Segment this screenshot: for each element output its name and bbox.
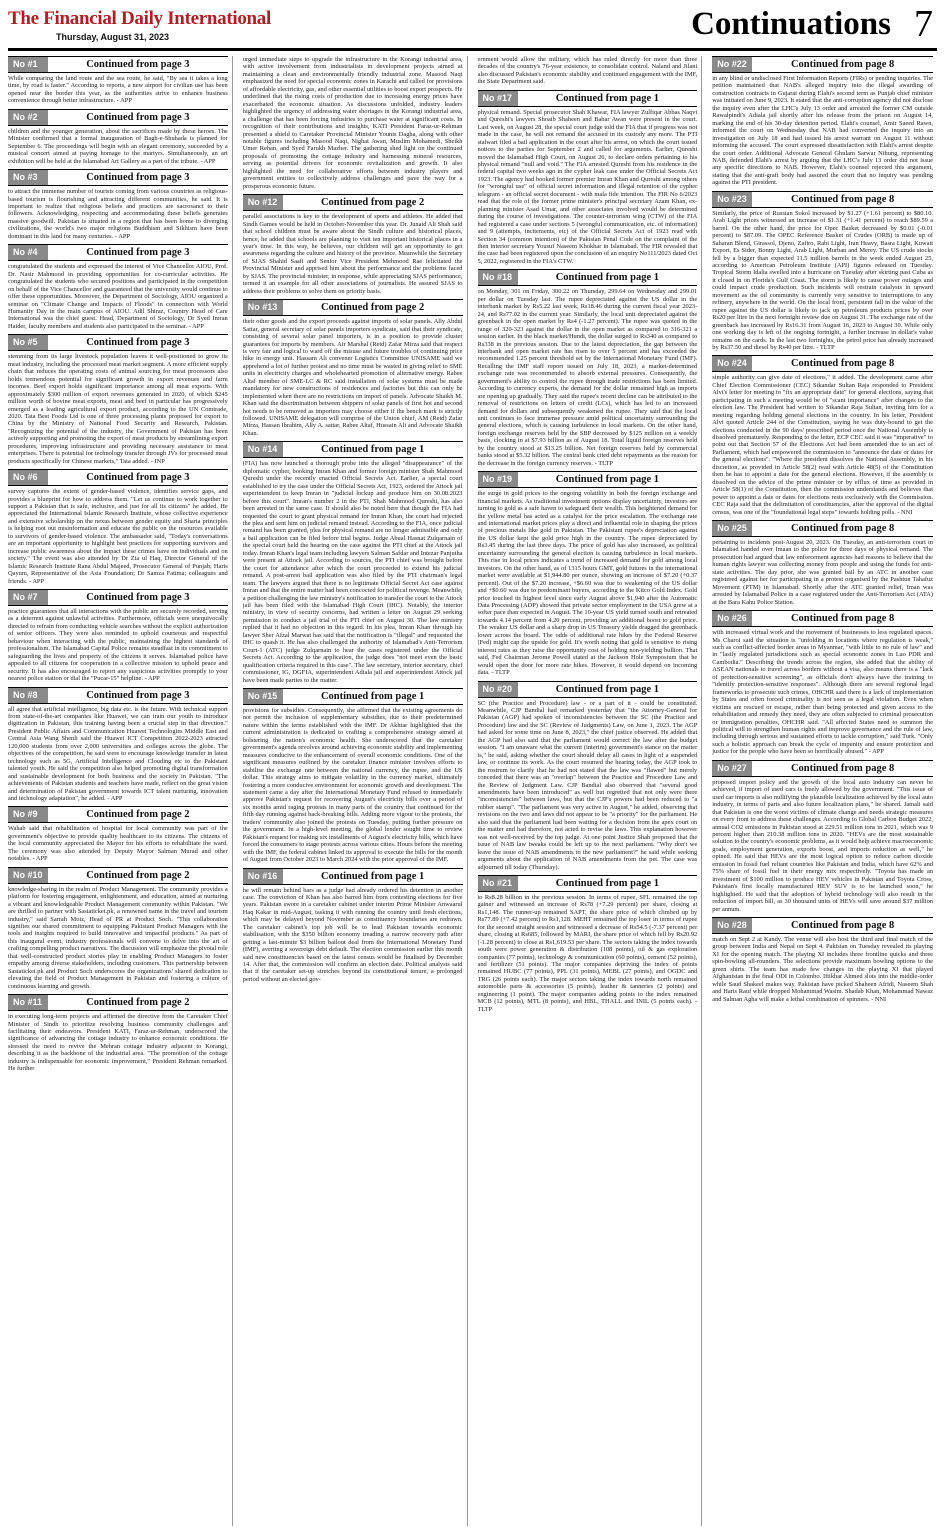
continuation-header: [478, 681, 698, 698]
continuation-header: [712, 760, 933, 777]
article-text: stemming from its large livestock population leaves it well-positioned to grow its meat industry, including the processed meat market segment. A more efficient supply chain that reduces the operating costs of animal sourcing for meat processors also holds tremendous potential for significant growth in export revenues and farm incomes. Beef export holds significant importance among all meat exports. With approximately $300 million of export revenues generated in 2020, of which $245 million worth of bovine meat exports, meat and beef in particular has progressively emerged as a leading agricultural export product, according to the UN Comtrade, 2020. Tata Best Foods Ltd is one of three processing plants proposed for export to China by the Ministry of National Food Security and Research, Pakistan. "Recognizing the potential of the industry, the Government of Pakistan has been actively supporting and promoting the export of meat products by streamlining export procedures, improving infrastructure and providing necessary assistance to meat enterprises. There is potential for technology transfer through JVs for processed meat products specifically for Chinese markets," Tata added. - INP: [8, 353, 228, 465]
continuation-block: [478, 56, 698, 86]
continuation-number: No #5: [8, 335, 48, 350]
continued-from-label: Continued from page 2: [320, 197, 425, 209]
continuation-block: [8, 56, 228, 105]
continuation-block: [8, 109, 228, 165]
article-text: survey captures the extent of gender-based violence, identifies service gaps, and provides a blueprint for how to address them. "Let us continue to work together to support a Pakistan that is safe, inclusive, and just for all its citizens" he added. He appreciated the International Islamic Research Institute, whose collective experience and extensive scholarship on the nexus between gender equity and Sharia principles is helping root out misinformation and educate the public on the resources available to survivors of gender-based violence. The ambassador said, "Today's conversations are an important opportunity to highlight best practices for supporting survivors and increase public awareness about the impact these crimes have on individuals and on society." The event was also attended by Dr Zia ul Haq, Director General of the Islamic Research Institute Rana Abdul Majeed, Prosecutor General of Punjab; Haris Qayum, Representative of the Asia Foundation; Dr Samza Fatima; colleagues and friends. - APP: [8, 488, 228, 585]
continuation-block: [243, 56, 463, 190]
continuation-number: No #22: [712, 57, 752, 72]
continuation-number: No #14: [243, 442, 283, 457]
continued-from-label: Continued from page 3: [86, 247, 190, 259]
continuation-header: [8, 806, 228, 823]
continuation-number: No #28: [712, 918, 752, 933]
continuation-number: No #26: [712, 611, 752, 626]
continuation-block: [8, 806, 228, 862]
continued-from-label: Continued from page 8: [790, 358, 895, 370]
article-text: urged immediate steps to upgrade the infrastructure in the Korangi industrial area, with active involvement from industrialists in development projects aimed at maintaining a clean and environmentally friendly industrial zone. Masood Naqi emphasized the need for special economic zones in Karachi and called for provisions of affordable electricity, gas, and other essential utilities to boost export prospects. He underlined that the rising costs of production due to increasing energy prices have exacerbated the economic situation. As discussions unfolded, industry leaders highlighted the urgency of addressing water shortages in the Korangi industrial area, a challenge that has been forcing industries to purchase water at significant costs. In recognition of their contributions and insights, KATI President Faraz-ur-Rehman presented a shield to Caretaker Provincial Minister Younis Dagha, along with other notable figures including Masood Naqi, Nighat Awan, Muslim Mohamedi, Sheikh Umer Rehan, and Syed Farukh Mazher. The gathering shed light on the continued proposals of promoting the cottage industry and harnessing mineral resources, serving as potential drivers for economic revitalization and growth. It also highlighted the need for collaborative efforts between industry players and government entities to collectively address challenges and pave the way for a prosperous economic future.: [242, 56, 463, 190]
continuation-block: [712, 520, 933, 606]
continued-from-label: Continued from page 3: [86, 59, 190, 70]
article-text: children and the younger generation, about the sacrifices made by these heroes. The Minister confirmed that a formal inauguration of Bagh-e-Shuhada is planned for September 6. The proceedings will begin with an elegant ceremony, succeeded by a musical concert aimed at paying homage to the martyrs. Simultaneously, an art exhibition will be held at the Islamabad Art Gallery as a part of the tribute. - APP: [8, 127, 228, 165]
continuation-block: [712, 355, 933, 516]
continuation-number: No #19: [478, 472, 518, 487]
continued-from-label: Continued from page 1: [555, 92, 660, 104]
continuation-header: [8, 56, 228, 73]
continuation-block: [8, 469, 228, 585]
article-text: Similarly, the price of Russian Sokol increased by $1.27 (+1.61 percent) to $80.10. Arab Light prices witnessed an increase of $1.31 (+1.41 percent) to reach $89.59 a barrel. On the other hand, the price for Opec Basket decreased by $0.01 (-0.01 percent) to $87.09. The OPEC Reference Basket of Crudes (ORB) is made up of Saharan Blend, Girassol, Djeno, Zafiro, Rabi Light, Iran Heavy, Basra Light, Kuwait Export, Es Sider, Bonny Light, Arab Light, Murban and Merey. The US crude stocks fell by a bigger than expected 11.5 million barrels in the week ended August 25, according to American Petroleum Institute (API) figures released on Tuesday. Tropical Storm Idalia swelled into a hurricane on Tuesday after skirting past Cuba as it closed in on Florida's Gulf Coast. The storm is likely to cause power outages and could impact crude production. Such incidents will restrain catalysts in upward movement as the oil community is currently very sensitive to interruptions to any refinery, anywhere in the world. On the local front, persistent fall in the value of the rupee against the US dollar is likely to jack up petroleum products prices by over Rs20 per litre in the next fortnight review due on August 31. The exchange rate of the greenback has increased by Rs16.31 from August 16, 2023 to August 30. While only one working day is left of the ongoing fortnight, a further increase in dollar's value remains on the cards. In the last two fortnights, the petrol price has already increased by Rs37.50 and diesel by Rs40 per litre. - TLTP: [712, 209, 933, 351]
continuation-header: [478, 471, 698, 488]
column-2: [243, 56, 468, 1526]
continuation-block: [478, 471, 698, 676]
continuation-number: No #18: [478, 270, 518, 285]
continued-from-label: Continued from page 3: [86, 689, 190, 701]
continuation-number: No #10: [8, 868, 48, 883]
continuation-number: No #12: [243, 195, 283, 210]
column-4: [712, 56, 937, 1526]
continuation-header: [8, 334, 228, 351]
continued-from-label: Continued from page 3: [86, 172, 190, 184]
continuation-number: No #11: [8, 995, 48, 1010]
continuation-block: [243, 868, 463, 984]
continued-from-label: Continued from page 2: [320, 302, 425, 314]
article-text: While comparing the land route and the sea route, he said, "By sea it takes a long time, by road is faster." According to reports, a new airport for civilian use has been opened near the border this year, as the authorities strive to enhance business convenience through better infrastructure. - APP: [8, 75, 228, 105]
continuation-number: No #21: [478, 876, 518, 891]
masthead: [8, 3, 937, 46]
continued-from-label: Continued from page 1: [320, 444, 425, 456]
continuation-number: No #4: [8, 245, 48, 260]
article-text: physical remand. Special prosecutor Shah Khawar, FIA lawyer Zulfiqar Abbas Naqvi and Qureshi's lawyers Shoaib Shaheen and Babar Awan were present in the court. Last week, on August 28, the special court judge told the FIA that if progress was not made in the case, he will not remand the accused in its custody any more. The PTI stalwart filed a bail application in the court after his arrest, on which the court issued notices to the parties for September 2 and called for arguments. Earlier, Qureshi moved the Islamabad High Court, on August 26, to declare orders pertaining to his physical remand "null and void." The FIA arrested Qureshi from his residence in the federal capital two weeks ago in the cypher leak case under the Official Secrets Act 1923. The agency had booked former premier Imran Khan and Qureshi among others for "wrongful use" of official secret information and illegal retention of the cypher telegram - an official secret document - with mala fide intention. The FIR No 6/2023 read that the role of the former prime minister's principal secretary Azam Khan, ex-planning minister Asad Umar, and other associates involved would be determined during the course of investigations. The counter-terrorism wing (CTW) of the FIA had registered a case under sections 5 (wrongful communication, etc. of information) and 9 (attempts, incitements, etc) of the Official Secrets Act of 1923 read with Section 34 (common intention) of the Pakistan Penal Code on the complaint of the then interior secretary Yousuf Naseem Khokhar in Islamabad. The FIR revealed that the case had been registered upon the conclusion of an enquiry No111/2023 dated Oct 5, 2022, registered in the FIA's CTW.: [477, 108, 698, 265]
column-1: [8, 56, 233, 1526]
masthead-rule: [8, 48, 937, 51]
page-number: 7: [914, 3, 933, 45]
continuation-header: [243, 688, 463, 705]
continuation-block: [8, 169, 228, 240]
continuation-header: [8, 687, 228, 704]
continuation-block: [712, 56, 933, 187]
continuation-block: [712, 610, 933, 756]
continued-from-label: Continued from page 8: [790, 523, 895, 535]
article-text: SC (the Practice and Procedure) law - or a part of it - could be constituted. Meanwhile, CJP Bandial had remarked yesterday that "the Attorney-General for Pakistan (AGP) had spoken of inconsistencies between the SC (the Practice and Procedure) law and the SC (Review of Judgments) Law, on June 1, 2023. The AGP had asked for some time on June 8, 2023," the chief justice observed. He added that the AGP had also said that the parliament would correct the law after the budget session. "I am unaware what the current (interim) government's stance on the matter is," he said, asking whether the court should delay all cases in light of a suspended law, or continue its work. As the court resumed the hearing today, the AGP took to the rostrum to clarify that he had not stated that the law was "flawed" but merely conceded that there was an "overlap" between the Practice and Procedure Law and the Review of Judgment Law. CJP Bandial also observed that "several good amendments have been introduced" as well but regretted that not only were there "inconsistencies" between laws, but that the CJP's powers had been reduced to "a rubber stamp". "The parliament was very active in August," he added, observing that revisions on the two and laws did not appear to be "a priority" for the parliament. He also said that the parliament had been waiting for a decision from the apex court on the matter and had therefore, not acted to revise the laws. This explanation however was not well-received by the top judge. At one point Justice Shah proposed that the issue of NAB law tweaks could be left up to the next parliament. "Why don't we leave the issue of NAB amendments to the new parliament?" he said while seeking arguments about the application of NAB amendments from the pet. The case was adjourned till today (Thursday).: [477, 699, 698, 871]
article-text: Wahab said that rehabilitation of hospital for local community was part of the government's objective to provide quality healthcare to its citizens. The citizens of the local community appreciated the Mayor for his efforts to rehabilitate the ward. The ceremony was also attended by Deputy Mayor Salman Murad and other notables. - APP: [8, 825, 228, 863]
continuation-block: [8, 244, 228, 330]
continuation-block: [478, 269, 698, 467]
article-text: practice guarantees that all interactions with the public are securely recorded, serving as a deterrent against unlawful activities. Furthermore, officials were unequivocally directed to refrain from conducting vehicle searches without the explicit authorization of senior officers. They were also reminded to uphold courteous and respectful behaviour when interacting with the public, maintaining the highest standards of professionalism. The Islamabad Capital Police remains steadfast in its commitment to safeguarding the lives and property of the citizens it serves. Islamabad police have appealed to all citizens for cooperation in a collective mission to uphold peace and security. It has also encouraged to report any suspicious activities promptly to your nearest police station or dial the "Pucar-15" helpline. - APP: [8, 608, 228, 683]
continuation-number: No #16: [243, 869, 283, 884]
continuation-header: [478, 269, 698, 286]
continued-from-label: Continued from page 2: [86, 869, 190, 881]
continuation-number: No #15: [243, 689, 283, 704]
continuation-header: [712, 355, 933, 372]
continuation-block: [243, 194, 463, 295]
continued-from-label: Continued from page 2: [86, 809, 190, 821]
continuation-number: No #7: [8, 590, 48, 605]
continuation-number: No #9: [8, 807, 48, 822]
article-columns: [8, 56, 937, 1526]
issue-date: Thursday, August 31, 2023: [56, 32, 170, 42]
continuation-header: [243, 868, 463, 885]
article-text: parallel associations is key to the development of sports and athletes. He added that Sindh Games would be held in October-November this year. Dr. Junaid Ali Shah said that school children must be aware about the Sindh culture and historical places, hence, he added that schools are planning to visit ten important historical places in a year's time. In this way, he believes, our children will get an opportunity to get awareness regarding the culture and history of the province. Meanwhile the Secretary of SJAS Shahid Saafi and Senior Vice President Mehmood Rae felicitated the Provincial Minister and apprised him about the performance and the problems faced by SJAS. The provincial minister, in response, while appreciating SJAS performance, termed it an example for all other associations of journalists. He assured SJAS to address their problems to solve them on priority basis.: [242, 213, 463, 295]
article-text: with increased virtual work and the movement of businesses to less regulated spaces. Ms Charoi said the situation is "unfolding in locations where regulation is weak," such as conflict-affected border areas in Myanmar, "with little to no rule of law" and in "lastly regulated jurisdictions such as special economic zones in Lao PDR and Cambodia." Describing the trends across the region, she added that the ability of ASEAN nationals to travel across borders without a visa, also means there is a "lack of protection-sensitive screening", as officials don't always have the training to "identify protection-sensitive responses". Although there are several regional legal frameworks to prosecute such crimes, OHCHR said there is a lack of implementation by States and often forced criminality is not seen as a legal violation. Even when victims are rescued or escape, rather than being protected and given access to the rehabilitation and remedy they need, they are often subjected to criminal prosecution or immigration penalties, OHCHR said. "All affected States need to summon the political will to strengthen human rights and improve governance and the rule of law, including through serious and sustained efforts to tackle corruption," said Turk. "Only such a holistic approach can break the cycle of impunity and ensure protection and justice for the people who have been so horrifically abused." - APP: [712, 629, 933, 756]
article-text: match on Sept 2 at Kandy. The venue will also host the third and final match of the group between India and Nepal on Sept 4. Pakistan on Tuesday revealed its playing XI for the opening match. The playing XI includes three frontline quicks and three spin-bowling all-rounders. The selections provide maximum bowling options to the green shirts. The team has made few changes in the playing XI that played Afghanistan in the final ODI in Colombo. Iftikhar Ahmed slots into the middle-order while Saud Shakeel makes way. Pakistan have picked Shaheen Afridi, Naseem Shah and Haris Rauf while dropped Mohammad Wasim. Shadab Khan, Mohammad Nawaz and Salman Agha will make a lethal combination of spinners. - NNI: [712, 935, 933, 1003]
continuation-block: [243, 299, 463, 437]
continued-from-label: Continued from page 1: [555, 272, 660, 284]
continuation-number: No #3: [8, 170, 48, 185]
column-3: [478, 56, 703, 1526]
continued-from-label: Continued from page 8: [790, 193, 895, 205]
continuation-header: [478, 90, 698, 107]
article-text: to attract the immense number of tourists coming from various countries as religious-based tourism is flourishing and attracting different communities, he said. It is important to realize that religious beliefs and practices are sacrosanct to their followers. Acknowledging, respecting and accommodating these beliefs generates massive goodwill. Pakistan is situated in a region that has been home to diverging civilizations, the world's two major religions Buddhism and Sikhism have been dominant in this land for many centuries. - APP: [8, 188, 228, 240]
continuation-number: No #17: [478, 91, 518, 106]
continuation-header: [712, 191, 933, 208]
continued-from-label: Continued from page 8: [790, 919, 895, 931]
article-text: in executing long-term projects and affirmed the directive from the Caretaker Chief Minister of Sindh to prioritize resolving business community challenges and facilitating their endeavors. President KATI, Faraz-ur-Rehman, underscored the significance of advancing the cottage industry to enhance economic conditions. He stressed the need to revive the Mehran cottage industry adjacent to Korangi, describing it as the backbone of the industrial area. "The promotion of the cottage industry is indispensable for economic improvement," President Rehman remarked. He further: [8, 1013, 228, 1073]
continuation-block: [8, 687, 228, 803]
continued-from-label: Continued from page 1: [555, 683, 660, 695]
article-text: he will remain behind bars as a judge had already ordered his detention in another case. The conviction of Khan has also barred him from contesting elections for five years. Pakistan swore in a caretaker cabinet under interim Prime Minister Anwaarul Haq Kakar in mid-August, tasking it with running the country until fresh elections, which may be delayed beyond November as constituency boundaries are redrawn. The caretaker cabinet's top job will be to lead Pakistan towards economic stabilisation, with the $350 billion economy treading a narrow recovery path after getting a last-minute $3 billion bailout deal from the International Monetary Fund (IMF), averting a sovereign debt default. The election commission earlier this month said new constituencies based on the latest census would be finalised by December 14. After that, the commission will confirm an election date. Political analysts said that if the caretaker set-up stretches beyond its constitutional tenure, a prolonged period without an elected gov-: [242, 886, 463, 983]
section-title: Continuations: [691, 6, 891, 42]
article-text: to Rs8.28 billion in the previous session. In terms of rupee, SFL remained the top gainer and witnessed an increase of Rs78 (+7.29 percent) per share, closing at Rs1,148. The runner-up remained SAPT, the share price of which climbed up by Rs77.89 (+7.42 percent) to Rs1,128. MEHT remained the top loser in terms of rupee for the second straight session and witnessed a decrease of Rs54.5 (-7.37 percent) per share, closing at Rs685, followed by MARI, the share price of which fell by Rs20.92 (-1.28 percent) to close at Rs1,619.53 per share. The sectors taking the index towards south were power generation & distribution (108 points), oil & gas exploration companies (77 points), technology & communication (60 points), cement (52 points), and fertilizer (51 points). The major companies depriving the index of points remained HUBC (77 points), PPL (31 points), MEBL (27 points), and OGDC and TRG (26 points each). The major sectors taking the index towards north remained automobile parts & accessories (5 points), leather & tanneries (2 points) and engineering (1 point). The major companies adding points to the index remained MCB (12 points), MTL (8 points), and HBL, THALL and INIL (5 points each). - TLTP: [477, 893, 698, 1013]
continued-from-label: Continued from page 3: [86, 592, 190, 604]
continued-from-label: Continued from page 3: [86, 472, 190, 484]
article-text: knowledge-sharing in the realm of Product Management. The community provides a platform for fostering engagement, enlightenment, and education, aimed at nurturing a vibrant and knowledgeable Product Management community within Pakistan. "We are thrilled to partner with Sastaticket.pk, a renowned name in the travel and tourism industry," said Sarrah Moiz, Head of PR at Product Soch. "This collaboration signifies our shared commitment to equipping Pakistani Product Managers with the tools and insights required to build innovative and impactful products." As part of this inaugural event, industry professionals will convene to delve into the art of crafting compelling product narratives. The discussion will emphasize the pivotal role that well-constructed product stories play in enabling Product Managers to foster empathy among diverse stakeholders, including customers. This partnership between Sastaticket.pk and Product Soch underscores the organizations' shared dedication to elevating the field of Product Management in Pakistan and fostering a culture of continuous learning and growth.: [8, 885, 228, 990]
article-text: simple authority can give date of elections," it added. The development came after Chief Election Commissioner (CEC) Sikandar Sultan Raja responded to President Alvi's letter for meeting to "fix an appropriate date" for general elections, saying that participating in such a meeting would be of "scant importance" after changes to the election law. The President had written to Sikandar Raja Sultan, inviting him for a meeting regarding holding general elections in the country. In his letter, President Alvi quoted Article 244 of the Constitution, saying he was duty-bound to get the elections conducted in the 90 days' prescribed period once the National Assembly is dissolved prematurely. Responding to the letter, ECP CEC said it was "imperative" to point out that Section 57 of the Elections Act had been amended due to an act of Parliament, which had empowered the commission to "announce the date or dates for the general elections". "Where the president dissolves the National Assembly, in his discretion, as provided in Article 58(2) read with Article 48(5) of the Constitution then he has to appoint a date for the general elections. However, if the assembly is dissolved on the advice of the prime minister or by efflux of time as provided in Article 58(1) of the Constitution, then the commission understands and believes that power to appoint a date or dates for elections rests exclusively with the Commission. CEC Raja said that the delimitation of constituencies, after the approval of the digital census, was one of the "foundational legal steps" towards holding polls. - NNI: [712, 374, 933, 516]
article-text: (FIA) has now launched a thorough probe into the alleged "disappearance" of the diplomatic cypher, booking Imran Khan and former foreign minister Shah Mahmood Qureshi under the recently enacted Official Secrets Act. Earlier, a special court established to try the case under the Official Secrets Act, 1923, ordered the Attock jail superintendent to keep Imran in "judicial lockup and produce him on 30.08.2023 before this court". Imran's number 2 in the PTI, Shah Mahmood Qureshi, has also been arrested in the same case. It should also be noted here that though the FIA had requested the court to grant physical remand for Imran Khan, the court had rejected the plea and sent him on judicial remand instead. According to the FIA, once judicial remand has been granted, plea for physical remand are no longer admissible and only a bail application can be filed before trial begins. Judge Abual Hasnat Zulqarnain of the special court held the hearing on the case against the PTI chief at the Attock jail today. Imran Khan's legal team including lawyers Salman Safdar and Intezar Panjutha were present at Attock jail. According to sources, the PTI chief was brought before the court for attendance after which the court proceeded to extend his judicial remand. A post-arrest bail application was also filed by the PTI chairman's legal team. The lawyers argued that there is no legitimate Official Secret Act case against Imran and that the entire matter had been concocted for political revenge. Meanwhile, a petition challenging the law ministry's notification to transfer the court to the Attock jail has been filed with the Islamabad High Court (IHC). Notably, the interior ministry, in view of security concerns, had written a letter on August 29 seeking permission to conduct a jail trial of the PTI chief on August 30. The law ministry replied that it had no objection in this regard. In his plea, Imran Khan through his lawyer Sher Afzal Marwat has said that the notification is "illegal" and requested the IHC to quash it. He has also challenged the authority of Islamabad's Anti-Terrorism Court-1 (ATC) judge Zulqarnain to hear the cases registered under the Official Secrets Act. According to the application, the judge does "not meet even the basic qualification criteria required in this case". The law secretary, interior secretary, chief commissioner, IG, DGFIA, superintendent Adiala jail and superintendent Attock jail have been made parties to the matter.: [242, 460, 463, 684]
continued-from-label: Continued from page 1: [320, 690, 425, 702]
continuation-header: [243, 194, 463, 211]
continuation-header: [8, 867, 228, 884]
continuation-number: No #13: [243, 300, 283, 315]
continuation-number: No #6: [8, 470, 48, 485]
continuation-header: [8, 169, 228, 186]
continuation-block: [712, 760, 933, 913]
continuation-number: No #23: [712, 192, 752, 207]
continuation-header: [243, 441, 463, 458]
continuation-block: [478, 875, 698, 1013]
continuation-block: [8, 334, 228, 465]
continuation-header: [8, 589, 228, 606]
article-text: on Monday, 301 on Friday, 300.22 on Thursday, 299.64 on Wednesday and 299.01 per dollar on Tuesday last. The rupee depreciated against the US dollar in the interbank market by Rs5.22 last week, Rs18.46 during the current fiscal year 2023-24, and Rs77.02 in the current year. Similarly, the local unit depreciated against the greenback in the open market by Rs4 (-1.27 percent). The rupee was quoted in the range of 320-323 against the dollar in the open market as compared to 316-321 a session earlier. In the black market/Hundi, the dollar surged to Rs340 as compared to Rs338 in the previous session. Due to the latest depreciation, the gap between the interbank and open market rate has risen to over 5 percent and has exceeded the recommended 1.25 percent threshold set by the International Monetary Fund (IMF). Recalling the IMF staff report issued on July 18, 2023, a market-determined exchange rate was recommended to absorb external pressures. Consequently, the government's ability to control the rupee through trade restrictions has been limited. According to currency experts, the demand for the dollar remained high as imports are opening up gradually. They said the rupee's recent decline can be attributed to the removal of restrictions on letters of credit (LCs), which has led to an increased demand for dollars and subsequently weakened the rupee. They said that the local unit continues to face immense pressure amid political uncertainty surrounding the general elections, which is causing turbulence in local markets. On the other hand, foreign exchange reserves held by the SBP decreased by $125 million on a weekly basis, clocking in at $7.93 billion as of August 18. Total liquid foreign reserves held by the country stood at $13.25 billion. Net foreign reserves held by commercial banks stood at $5.32 billion. The central bank cited debt repayments as the reason for the decrease in the foreign currency reserves. - TLTP: [477, 288, 698, 467]
continued-from-label: Continued from page 3: [86, 111, 190, 123]
continued-from-label: Continued from page 2: [86, 997, 190, 1009]
continuation-number: No #24: [712, 356, 752, 371]
continuation-number: No #20: [478, 682, 518, 697]
continued-from-label: Continued from page 8: [790, 613, 895, 625]
continuation-header: [712, 520, 933, 537]
continuation-number: No #25: [712, 521, 752, 536]
continuation-header: [8, 244, 228, 261]
continuation-number: No #27: [712, 761, 752, 776]
article-text: pertaining to incidents post-August 20, 2023. On Tuesday, an anti-terrorism court in Islamabad handed over Imaan to the police for three days of physical remand. The prosecution had argued that law enforcement agencies had reasons to believe that the human rights lawyer was collecting money from people and using the funds for anti-state activities. The day prior, she was granted bail by an ATC in another case registered against her for participating in a protest organised by the Pashtun Tahafuz Movement (PTM) in Islamabad. Shortly after the ATC granted relief, Iman was arrested by Islamabad Police in a case registered under the Anti-Terrorism Act (ATA) at the Bara Kahu Police Station.: [712, 539, 933, 606]
continuation-header: [8, 109, 228, 126]
continuation-block: [8, 589, 228, 683]
continuation-block: [8, 994, 228, 1073]
paper-name: The Financial Daily International: [8, 8, 271, 29]
article-text: congratulated the students and expressed the interest of Vice Chancellor AIOU, Prof. Dr. Nasir Mahmood in providing opportunities for co-curricular activities. He congratulated the students who secured positions and participated in the competition on behalf of the Vice Chancellor and guaranteed that the university would continue to offer these opportunities. Moreover, the Department of Sociology, AIOU organized a seminar on "Climate Change and Impacts of Floods" in connection with World Humanity Day in the main campus of AIOU. Adil Shiraz, Country Head of Care International was the chief guest. Head, Department of Sociology, Dr Syed Imran Haider, faculty members and students also participated in the seminar. - APP: [8, 263, 228, 330]
continuation-block: [478, 681, 698, 871]
continuation-block: [243, 688, 463, 864]
article-text: all agree that artificial intelligence, big data etc. is the future. With technical support from state-of-the-art companies like Huawei, we can train our youth to introduce digitization in Pakistan, this training having been a crucial step in that direction." President Public Affairs and Communication Huawei Technologies Middle East and Central Asia Wang Shenli said the Huawei ICT Competition 2022-2023 attracted 120,000 students from over 2,000 universities and colleges across the globe. The objectives of the competition, he said were to encourage knowledge transfer in latest technology such as 5G, Artificial Intelligence and Clouding etc to the Pakistani talented youth. He said the competition also helped promoting digital transformation and sustainable development for both business and the society in Pakistan. "The achievements of Pakistan students and teachers have made, reflect on the great vision and determination of Pakistan government towards ICT talent nurturing, innovation and technology adaptation", he added. - APP: [8, 705, 228, 802]
continuation-header: [712, 56, 933, 73]
continuation-header: [8, 469, 228, 486]
article-text: provisions for subsidies. Consequently, she affirmed that the existing agreements do not permit the inclusion of supplementary subsidies, due to their predetermined nature within the terms established with the IMF. Dr Akhtar highlighted that the current administration is dedicated to crafting a comprehensive strategy aimed at bolstering the nation's economic health. She underscored that the caretaker government's agenda revolves around achieving economic stability and implementing measures conducive to the enhancement of overall economic conditions. One of the significant measures outlined by the caretaker finance minister involves efforts to stabilise the exchange rate between the national currency, the rupee, and the US dollar. This strategy aims to mitigate volatility in the currency market, ultimately fostering a more conducive environment for economic growth and development. The statement came a day after the International Monetary Fund refused to immediately approve Pakistan's request for recovering August's electricity bills over a period of six months amid raging protests in many parts of the country that continued for the fifth day running against back-breaking bills. Adding more vigour to the protests, the traders' community also joined the protests on Tuesday, putting further pressure on the government. In a high-level meeting, the global lender sought time to review Pakistan's request for making six installments of August's electricity bills, which have forced the consumers to stage protests across various cities. Hours before the meeting with the IMF, the federal cabinet linked its approval to execute the bills for the month of August from October 2023 to March 2024 with the prior approval of the IMF.: [242, 706, 463, 864]
continuation-header: [712, 610, 933, 627]
continued-from-label: Continued from page 1: [320, 870, 425, 882]
continuation-number: No #2: [8, 110, 48, 125]
continued-from-label: Continued from page 1: [555, 877, 660, 889]
continuation-header: [478, 875, 698, 892]
continuation-number: No #1: [8, 57, 48, 72]
continuation-block: [243, 441, 463, 684]
continued-from-label: Continued from page 3: [86, 337, 190, 349]
continuation-block: [8, 867, 228, 990]
continued-from-label: Continued from page 8: [790, 762, 895, 774]
continuation-header: [712, 917, 933, 934]
continued-from-label: Continued from page 8: [790, 59, 895, 70]
article-text: proposed import policy and the growth of the local auto industry can never be achieved, if import of used cars is freely allowed by the government. "This issue of used car imports is also nullifying the plausible localization achieved by the local auto industry, in terms of parts and also future localization plans," he shared. Jamali said that Pakistan is one the worst victims of climate change and needs strategic measures on every front to address these challenges. According to Global Carbon Budget 2022, annual CO2 emissions in Pakistan stood at 229.51 million tons in 2021, which was 9 percent higher than 210.38 million tons in 2020. "HEVs are the most sustainable solution to the country's economic problems, as it would help achieve macroeconomic goals, employment generation, exports boost, and imports reduction as well," he opined. He said that HEVs are the most logical option to reduce carbon dioxide emission in fossil fuel reliant countries like Pakistan and India, which have 62% and 75% share of fossil fuel in their energy mix respectively. "Toyota has made an investment of $100 million to produce HEV vehicles in Pakistan and Toyota Cross, Pakistan's first locally manufactured HEV SUV is to be launched soon," he highlighted. He said that the adoption of hybrid technology will also result in the reduction of import bill, as 30 thousand units of HEVs will save around $37 million per annum.: [712, 778, 933, 913]
continuation-block: [712, 191, 933, 352]
article-text: in any blind or undisclosed First Information Reports (FIRs) or pending inquiries. The petition maintained that NAB's alleged inquiry into the illegal awarding of construction contracts in Gujarat during Elahi's second term as Punjab chief minister was initiated on June 9, 2023. It stated that the anti-corruption agency did not disclose the inquiry even after the LHC's July 13 order and arrested the former CM outside Rawalpindi's Adiala jail shortly after his release from the prison on August 14, marking the end of his 30-day detention period. Elahi's counsel, Amir Saeed Rawn, informed the court on Wednesday that NAB had converted the inquiry into an investigation on July 18 and had issued his arrest warrant on August 11 without informing the accused. The court expressed dissatisfaction with Elahi's arrest despite the court order. Additional Advocate General Ghulam Sarwar Nihung, representing NAB, defended Elahi's arrest by arguing that the LHC's July 13 order did not issue any specific directions to NAB. However, Elahi's counsel rejected this argument, stating that the anti-graft body had assured the court that no inquiry was pending against the PTI president.: [712, 75, 933, 187]
continued-from-label: Continued from page 1: [555, 474, 660, 486]
continuation-header: [8, 994, 228, 1011]
continuation-block: [712, 917, 933, 1003]
article-text: the surge in gold prices to the ongoing volatility in both the foreign exchange and financial markets. As traditional investment options display uncertainty, investors are turning to gold as a safe haven to safeguard their wealth. This heightened demand for the yellow metal has acted as a catalyst for the price escalation. The exchange rate and international market prices play a direct and influential role in shaping the prices of precious metals like gold in Pakistan. The Pakistani rupee's depreciation against the US dollar kept the gold price high in the country. The rupee depreciated by Rs3.45 during the last three days. The price of gold has also increased, as political uncertainty surrounding the general election is causing turbulence in local markets. This rise in local prices indicates a trend of increased demand for gold among local investors. On the other hand, as of 1315 hours GMT, gold futures in the international market were available at $1,944.80 per ounce, showing an increase of $7.20 (+0.37 percent). Out of the $7.20 increase, +$6.60 was due to weakening of the US dollar and +$0.60 was due to predominant buyers, according to the Kitco Gold Index. Gold price touched its highest level since early August above $1,940 after the Automatic Data Processing (ADP) showed that private sector employment in the USA grew at a softer pace than expected in August. The 10-year US yield turned south and retreated towards 4.14 percent from 4.20 percent, providing an additional boost to gold price. The weaker US dollar and a sharp drop in US Treasury yields dragged the greenback lower across the board. The odds of additional rate hikes by the Federal Reserve (Fed) might cap the upside for gold. It's worth noting that gold is sensitive to rising interest rates as they raise the opportunity cost of holding non-yielding bullion. That said, Fed Chairman Jerome Powell stated at the Jackson Hole Symposium that he would open the door for more rate hikes. However, it would depend on incoming data. - TLTP: [477, 490, 698, 677]
continuation-block: [478, 90, 698, 266]
continuation-header: [243, 299, 463, 316]
continuation-number: No #8: [8, 688, 48, 703]
article-text: ernment would allow the military, which has ruled directly for more than three decades of the country's 76-year existence, to consolidate control. Naland and Jilani also discussed Pakistan's economic stability and continued engagement with the IMF, the State Department said.: [477, 56, 698, 86]
article-text: their other goods and the export proceeds against imports of solar panels. Ally Abdul Sattar, general secretary of solar panels importers syndicate, said that their syndicate, consisting of several solar panel importers, is in a position to provide cluster guarantees for imports by members. Air Marshal (Retd) Zafar Mirza said that respect is very fair and logical to ward off the misuse and future troubles of continuing price hike in energy unit. Hassam Ali convener Logistics Committee UNISAME said we apprehend a lot of further protest and no time must be wasted in giving relief to SME units in electricity charges and wholehearted promotion of alternative energy. Rabee Altaf member of SME-LC & RC said installation of solar systems must be made mandatory for new constructions of residences and factories but this can only be implemented when there are no restrictions on import of panels. Advocate Shaikh M. Khan said the discrimination between shippers of solar panels of first hot and second hot needs to be removed as importers may choose either if the bench mark is strictly followed. UNISAME delegation will comprise of the Union chief, AM (Retd) Zafar Mirza, Hassan Ibrahim, Ally A. sattar, Rabee Altaf, Hussain Ali and Advocate Shaikh Khan.: [242, 318, 463, 437]
